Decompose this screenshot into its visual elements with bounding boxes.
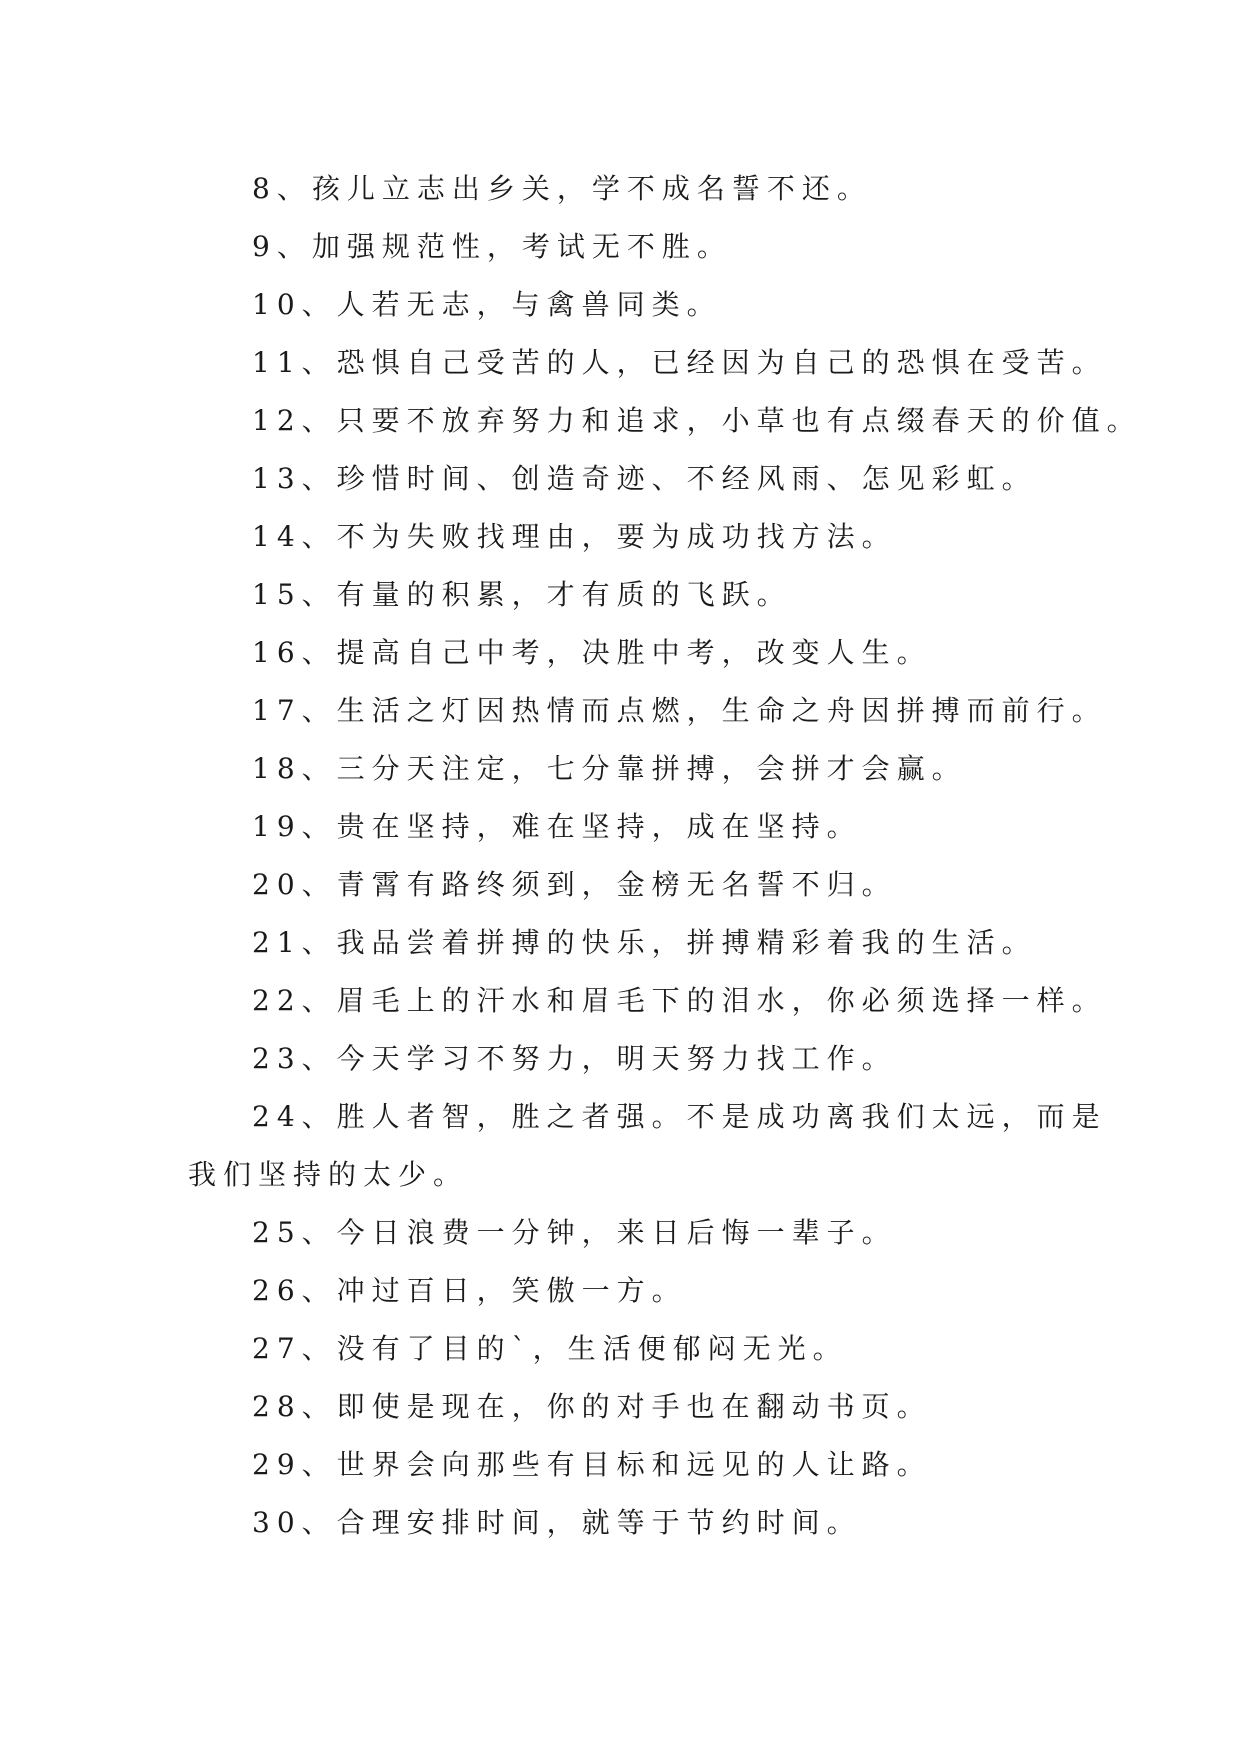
list-item: 22、眉毛上的汗水和眉毛下的泪水，你必须选择一样。 xyxy=(252,984,1107,1017)
list-item: 14、不为失败找理由，要为成功找方法。 xyxy=(252,520,897,553)
list-item: 15、有量的积累，才有质的飞跃。 xyxy=(252,578,792,611)
list-item: 29、世界会向那些有目标和远见的人让路。 xyxy=(252,1448,932,1481)
list-item: 30、合理安排时间，就等于节约时间。 xyxy=(252,1506,862,1539)
list-item-continuation: 我们坚持的太少。 xyxy=(188,1158,469,1191)
list-item: 27、没有了目的`，生活便郁闷无光。 xyxy=(252,1332,848,1365)
list-item: 11、恐惧自己受苦的人，已经因为自己的恐惧在受苦。 xyxy=(252,346,1107,379)
list-item: 24、胜人者智，胜之者强。不是成功离我们太远，而是 xyxy=(252,1100,1107,1133)
list-item: 17、生活之灯因热情而点燃，生命之舟因拼搏而前行。 xyxy=(252,694,1107,727)
list-item: 25、今日浪费一分钟，来日后悔一辈子。 xyxy=(252,1216,897,1249)
list-item: 23、今天学习不努力，明天努力找工作。 xyxy=(252,1042,897,1075)
list-item: 21、我品尝着拼搏的快乐，拼搏精彩着我的生活。 xyxy=(252,926,1037,959)
document-body xyxy=(188,160,1142,1552)
list-item: 18、三分天注定，七分靠拼搏，会拼才会赢。 xyxy=(252,752,967,785)
list-item: 28、即使是现在，你的对手也在翻动书页。 xyxy=(252,1390,932,1423)
list-item: 12、只要不放弃努力和追求，小草也有点缀春天的价值。 xyxy=(252,404,1142,437)
list-item: 9、加强规范性，考试无不胜。 xyxy=(252,230,732,263)
list-item: 19、贵在坚持，难在坚持，成在坚持。 xyxy=(252,810,862,843)
list-item: 20、青霄有路终须到，金榜无名誓不归。 xyxy=(252,868,897,901)
list-item: 8、孩儿立志出乡关，学不成名誓不还。 xyxy=(252,172,872,205)
list-item: 26、冲过百日，笑傲一方。 xyxy=(252,1274,687,1307)
list-item: 10、人若无志，与禽兽同类。 xyxy=(252,288,722,321)
list-item: 16、提高自己中考，决胜中考，改变人生。 xyxy=(252,636,932,669)
list-item: 13、珍惜时间、创造奇迹、不经风雨、怎见彩虹。 xyxy=(252,462,1037,495)
